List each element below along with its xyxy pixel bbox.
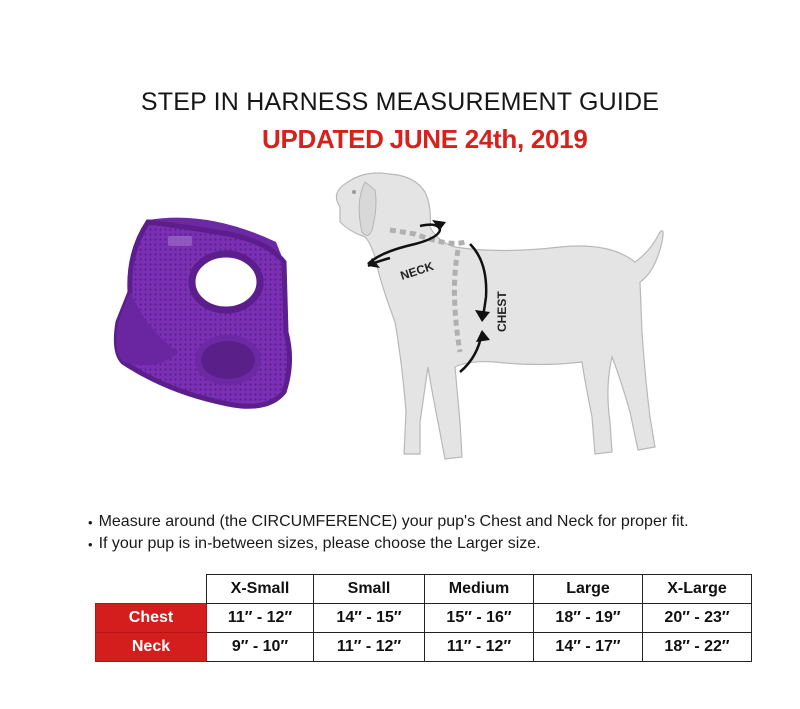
size-header-row <box>96 575 752 604</box>
neck-label: NECK <box>398 259 436 283</box>
table-row <box>96 604 752 633</box>
instruction-text: If your pup is in-between sizes, please choose the Larger size. <box>98 535 541 552</box>
col-header: Large <box>534 575 643 604</box>
col-header: Medium <box>425 575 534 604</box>
updated-label: UPDATED <box>262 124 384 154</box>
table-cell: 18″ - 22″ <box>643 633 752 662</box>
bullet-dot-icon: • <box>88 514 93 530</box>
harness-image <box>108 212 298 417</box>
table-cell: 18″ - 19″ <box>534 604 643 633</box>
chest-label: CHEST <box>495 291 509 332</box>
instruction-text: Measure around (the CIRCUMFERENCE) your pup's Chest and Neck for proper fit. <box>98 513 689 530</box>
table-row <box>96 633 752 662</box>
table-cell: 20″ - 23″ <box>643 604 752 633</box>
instruction-item <box>88 511 689 533</box>
table-cell: 9″ - 10″ <box>207 633 314 662</box>
bullet-dot-icon: • <box>88 536 93 552</box>
table-cell: 11″ - 12″ <box>207 604 314 633</box>
instruction-list <box>88 511 689 555</box>
size-table <box>95 574 752 662</box>
col-header: Small <box>314 575 425 604</box>
updated-subtitle <box>262 124 587 155</box>
table-corner <box>96 575 207 604</box>
row-label-chest: Chest <box>96 604 207 633</box>
table-cell: 11″ - 12″ <box>314 633 425 662</box>
row-label-neck: Neck <box>96 633 207 662</box>
instruction-item <box>88 533 689 555</box>
table-cell: 11″ - 12″ <box>425 633 534 662</box>
dog-diagram <box>320 162 670 482</box>
col-header: X-Large <box>643 575 752 604</box>
guide-title: STEP IN HARNESS MEASUREMENT GUIDE <box>140 88 660 116</box>
table-cell: 14″ - 17″ <box>534 633 643 662</box>
col-header: X-Small <box>207 575 314 604</box>
table-cell: 14″ - 15″ <box>314 604 425 633</box>
updated-date: JUNE 24th, 2019 <box>389 124 588 154</box>
table-cell: 15″ - 16″ <box>425 604 534 633</box>
